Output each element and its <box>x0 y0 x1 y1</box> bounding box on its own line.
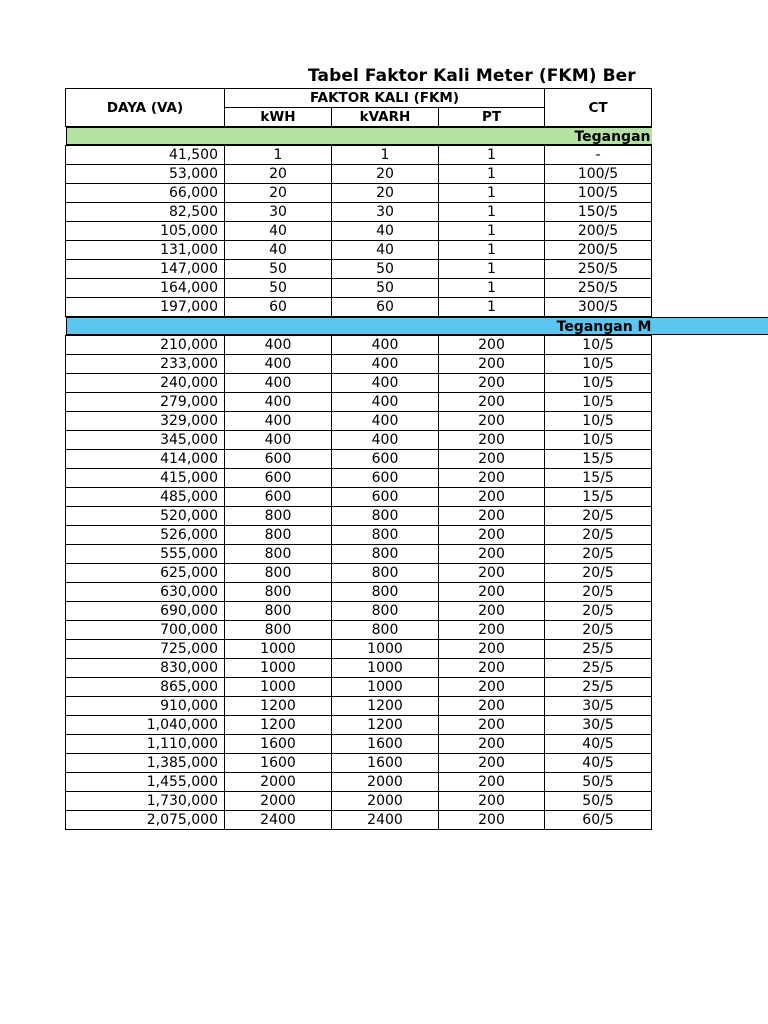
cell-pt: 1 <box>439 146 545 165</box>
cell-kvarh: 600 <box>332 488 439 507</box>
cell-kvarh: 400 <box>332 393 439 412</box>
table-row <box>66 811 652 830</box>
table-row <box>66 184 652 203</box>
cell-daya: 910,000 <box>66 697 225 716</box>
cell-kwh: 1000 <box>225 640 332 659</box>
table-row <box>66 773 652 792</box>
cell-ct: 60/5 <box>545 811 652 830</box>
cell-kvarh: 800 <box>332 507 439 526</box>
table-row <box>66 792 652 811</box>
cell-ct: 15/5 <box>545 488 652 507</box>
cell-kvarh: 400 <box>332 355 439 374</box>
cell-pt: 200 <box>439 507 545 526</box>
table-row <box>66 545 652 564</box>
cell-kvarh: 800 <box>332 602 439 621</box>
cell-kwh: 400 <box>225 412 332 431</box>
cell-kvarh: 400 <box>332 374 439 393</box>
cell-kwh: 400 <box>225 336 332 355</box>
table-row <box>66 469 652 488</box>
table-row <box>66 754 652 773</box>
cell-kwh: 600 <box>225 488 332 507</box>
cell-daya: 240,000 <box>66 374 225 393</box>
cell-daya: 164,000 <box>66 279 225 298</box>
table-row <box>66 146 652 165</box>
cell-kvarh: 400 <box>332 412 439 431</box>
cell-pt: 1 <box>439 279 545 298</box>
table-row <box>66 165 652 184</box>
cell-ct: 10/5 <box>545 412 652 431</box>
table-row <box>66 203 652 222</box>
cell-pt: 200 <box>439 811 545 830</box>
cell-kvarh: 1000 <box>332 678 439 697</box>
cell-kwh: 1600 <box>225 754 332 773</box>
cell-daya: 1,730,000 <box>66 792 225 811</box>
cell-ct: 25/5 <box>545 659 652 678</box>
section-row-green <box>66 127 652 146</box>
cell-kwh: 400 <box>225 355 332 374</box>
section-label-green: Tegangan <box>574 129 651 145</box>
table-row <box>66 507 652 526</box>
cell-kvarh: 2000 <box>332 792 439 811</box>
cell-daya: 41,500 <box>66 146 225 165</box>
cell-pt: 200 <box>439 374 545 393</box>
table-row <box>66 697 652 716</box>
cell-ct: 40/5 <box>545 735 652 754</box>
cell-daya: 345,000 <box>66 431 225 450</box>
cell-kvarh: 1200 <box>332 716 439 735</box>
cell-daya: 197,000 <box>66 298 225 317</box>
cell-ct: 250/5 <box>545 279 652 298</box>
cell-ct: 50/5 <box>545 773 652 792</box>
cell-daya: 329,000 <box>66 412 225 431</box>
cell-pt: 200 <box>439 355 545 374</box>
cell-ct: 200/5 <box>545 241 652 260</box>
cell-daya: 415,000 <box>66 469 225 488</box>
cell-pt: 200 <box>439 678 545 697</box>
cell-kwh: 1600 <box>225 735 332 754</box>
cell-kwh: 600 <box>225 469 332 488</box>
table-row <box>66 393 652 412</box>
table-row <box>66 735 652 754</box>
cell-daya: 147,000 <box>66 260 225 279</box>
cell-pt: 1 <box>439 241 545 260</box>
cell-kwh: 1000 <box>225 659 332 678</box>
cell-pt: 200 <box>439 716 545 735</box>
cell-kwh: 800 <box>225 526 332 545</box>
cell-pt: 200 <box>439 697 545 716</box>
cell-kwh: 400 <box>225 431 332 450</box>
cell-pt: 1 <box>439 222 545 241</box>
cell-daya: 1,385,000 <box>66 754 225 773</box>
cell-pt: 200 <box>439 450 545 469</box>
header-ct: CT <box>545 89 652 127</box>
cell-daya: 2,075,000 <box>66 811 225 830</box>
cell-kwh: 40 <box>225 241 332 260</box>
cell-ct: 25/5 <box>545 678 652 697</box>
cell-ct: 10/5 <box>545 355 652 374</box>
cell-daya: 555,000 <box>66 545 225 564</box>
table-row <box>66 526 652 545</box>
cell-kvarh: 400 <box>332 336 439 355</box>
cell-daya: 1,040,000 <box>66 716 225 735</box>
table-row <box>66 583 652 602</box>
cell-daya: 131,000 <box>66 241 225 260</box>
cell-ct: 10/5 <box>545 431 652 450</box>
cell-pt: 200 <box>439 412 545 431</box>
table-row <box>66 678 652 697</box>
cell-daya: 830,000 <box>66 659 225 678</box>
cell-pt: 200 <box>439 602 545 621</box>
cell-ct: 10/5 <box>545 336 652 355</box>
table-row <box>66 298 652 317</box>
cell-pt: 200 <box>439 469 545 488</box>
cell-pt: 200 <box>439 621 545 640</box>
cell-ct: 20/5 <box>545 545 652 564</box>
cell-daya: 625,000 <box>66 564 225 583</box>
section-band-green <box>66 127 652 145</box>
table-body <box>66 127 652 830</box>
cell-kwh: 400 <box>225 393 332 412</box>
table-row <box>66 374 652 393</box>
cell-ct: 15/5 <box>545 450 652 469</box>
cell-ct: 10/5 <box>545 374 652 393</box>
cell-daya: 690,000 <box>66 602 225 621</box>
table-row <box>66 659 652 678</box>
table-row <box>66 640 652 659</box>
cell-ct: - <box>545 146 652 165</box>
cell-kvarh: 1600 <box>332 754 439 773</box>
cell-pt: 1 <box>439 184 545 203</box>
table-row <box>66 621 652 640</box>
cell-ct: 20/5 <box>545 564 652 583</box>
cell-kwh: 50 <box>225 279 332 298</box>
cell-pt: 200 <box>439 526 545 545</box>
cell-ct: 30/5 <box>545 716 652 735</box>
table-row <box>66 488 652 507</box>
cell-ct: 200/5 <box>545 222 652 241</box>
cell-kvarh: 800 <box>332 545 439 564</box>
cell-kwh: 400 <box>225 374 332 393</box>
table-title: Tabel Faktor Kali Meter (FKM) Ber <box>308 66 636 86</box>
header-faktor-kali: FAKTOR KALI (FKM) <box>225 89 545 108</box>
cell-pt: 200 <box>439 583 545 602</box>
cell-ct: 20/5 <box>545 602 652 621</box>
table-row <box>66 260 652 279</box>
cell-kvarh: 1600 <box>332 735 439 754</box>
cell-ct: 250/5 <box>545 260 652 279</box>
cell-daya: 210,000 <box>66 336 225 355</box>
cell-pt: 1 <box>439 165 545 184</box>
cell-pt: 200 <box>439 488 545 507</box>
cell-pt: 200 <box>439 754 545 773</box>
cell-ct: 30/5 <box>545 697 652 716</box>
cell-kvarh: 600 <box>332 450 439 469</box>
table-row <box>66 564 652 583</box>
cell-kvarh: 60 <box>332 298 439 317</box>
cell-daya: 82,500 <box>66 203 225 222</box>
section-row-blue <box>66 317 652 336</box>
header-daya: DAYA (VA) <box>66 89 225 127</box>
cell-kwh: 20 <box>225 184 332 203</box>
cell-kwh: 2000 <box>225 792 332 811</box>
cell-pt: 200 <box>439 640 545 659</box>
cell-kvarh: 20 <box>332 165 439 184</box>
table-row <box>66 336 652 355</box>
cell-kvarh: 400 <box>332 431 439 450</box>
cell-ct: 20/5 <box>545 507 652 526</box>
cell-ct: 300/5 <box>545 298 652 317</box>
cell-kvarh: 800 <box>332 564 439 583</box>
cell-pt: 1 <box>439 298 545 317</box>
cell-daya: 526,000 <box>66 526 225 545</box>
cell-kvarh: 40 <box>332 241 439 260</box>
cell-ct: 15/5 <box>545 469 652 488</box>
cell-ct: 100/5 <box>545 184 652 203</box>
table-row <box>66 412 652 431</box>
cell-pt: 200 <box>439 792 545 811</box>
cell-daya: 66,000 <box>66 184 225 203</box>
table-row <box>66 602 652 621</box>
cell-kwh: 800 <box>225 602 332 621</box>
cell-kvarh: 50 <box>332 260 439 279</box>
cell-kvarh: 1000 <box>332 640 439 659</box>
cell-kvarh: 1000 <box>332 659 439 678</box>
cell-kvarh: 2400 <box>332 811 439 830</box>
cell-daya: 1,455,000 <box>66 773 225 792</box>
cell-pt: 200 <box>439 773 545 792</box>
table-row <box>66 431 652 450</box>
cell-daya: 233,000 <box>66 355 225 374</box>
cell-ct: 40/5 <box>545 754 652 773</box>
cell-kwh: 40 <box>225 222 332 241</box>
fkm-sheet <box>65 88 768 830</box>
table-row <box>66 279 652 298</box>
cell-daya: 520,000 <box>66 507 225 526</box>
cell-daya: 725,000 <box>66 640 225 659</box>
cell-daya: 414,000 <box>66 450 225 469</box>
cell-kvarh: 2000 <box>332 773 439 792</box>
cell-kvarh: 600 <box>332 469 439 488</box>
cell-kwh: 60 <box>225 298 332 317</box>
cell-kvarh: 800 <box>332 621 439 640</box>
cell-daya: 630,000 <box>66 583 225 602</box>
table-row <box>66 222 652 241</box>
cell-pt: 200 <box>439 659 545 678</box>
cell-ct: 20/5 <box>545 583 652 602</box>
cell-kwh: 2000 <box>225 773 332 792</box>
header-kwh: kWH <box>225 108 332 127</box>
cell-kvarh: 50 <box>332 279 439 298</box>
cell-daya: 105,000 <box>66 222 225 241</box>
cell-kwh: 30 <box>225 203 332 222</box>
section-band-blue <box>66 317 768 335</box>
cell-pt: 200 <box>439 735 545 754</box>
cell-pt: 200 <box>439 336 545 355</box>
table-row <box>66 355 652 374</box>
cell-pt: 200 <box>439 564 545 583</box>
cell-pt: 1 <box>439 203 545 222</box>
cell-kwh: 1200 <box>225 716 332 735</box>
cell-ct: 25/5 <box>545 640 652 659</box>
section-label-blue: Tegangan M <box>556 319 652 335</box>
cell-daya: 865,000 <box>66 678 225 697</box>
cell-kwh: 800 <box>225 507 332 526</box>
cell-ct: 20/5 <box>545 621 652 640</box>
table-row <box>66 450 652 469</box>
cell-daya: 53,000 <box>66 165 225 184</box>
cell-kvarh: 30 <box>332 203 439 222</box>
cell-ct: 150/5 <box>545 203 652 222</box>
cell-ct: 50/5 <box>545 792 652 811</box>
cell-kwh: 50 <box>225 260 332 279</box>
cell-kvarh: 800 <box>332 526 439 545</box>
cell-pt: 200 <box>439 545 545 564</box>
cell-kwh: 800 <box>225 564 332 583</box>
cell-daya: 279,000 <box>66 393 225 412</box>
cell-kvarh: 1200 <box>332 697 439 716</box>
cell-kvarh: 1 <box>332 146 439 165</box>
cell-kvarh: 40 <box>332 222 439 241</box>
cell-kwh: 20 <box>225 165 332 184</box>
cell-kwh: 600 <box>225 450 332 469</box>
table-row <box>66 241 652 260</box>
cell-daya: 1,110,000 <box>66 735 225 754</box>
cell-ct: 20/5 <box>545 526 652 545</box>
table-row <box>66 716 652 735</box>
cell-pt: 200 <box>439 431 545 450</box>
cell-kwh: 1 <box>225 146 332 165</box>
fkm-table <box>65 88 652 830</box>
header-kvarh: kVARH <box>332 108 439 127</box>
cell-daya: 485,000 <box>66 488 225 507</box>
cell-ct: 100/5 <box>545 165 652 184</box>
cell-daya: 700,000 <box>66 621 225 640</box>
cell-pt: 200 <box>439 393 545 412</box>
cell-kwh: 800 <box>225 545 332 564</box>
cell-kwh: 2400 <box>225 811 332 830</box>
cell-ct: 10/5 <box>545 393 652 412</box>
cell-kwh: 1000 <box>225 678 332 697</box>
cell-kvarh: 800 <box>332 583 439 602</box>
cell-kwh: 800 <box>225 583 332 602</box>
header-pt: PT <box>439 108 545 127</box>
cell-kwh: 800 <box>225 621 332 640</box>
cell-kwh: 1200 <box>225 697 332 716</box>
cell-kvarh: 20 <box>332 184 439 203</box>
cell-pt: 1 <box>439 260 545 279</box>
